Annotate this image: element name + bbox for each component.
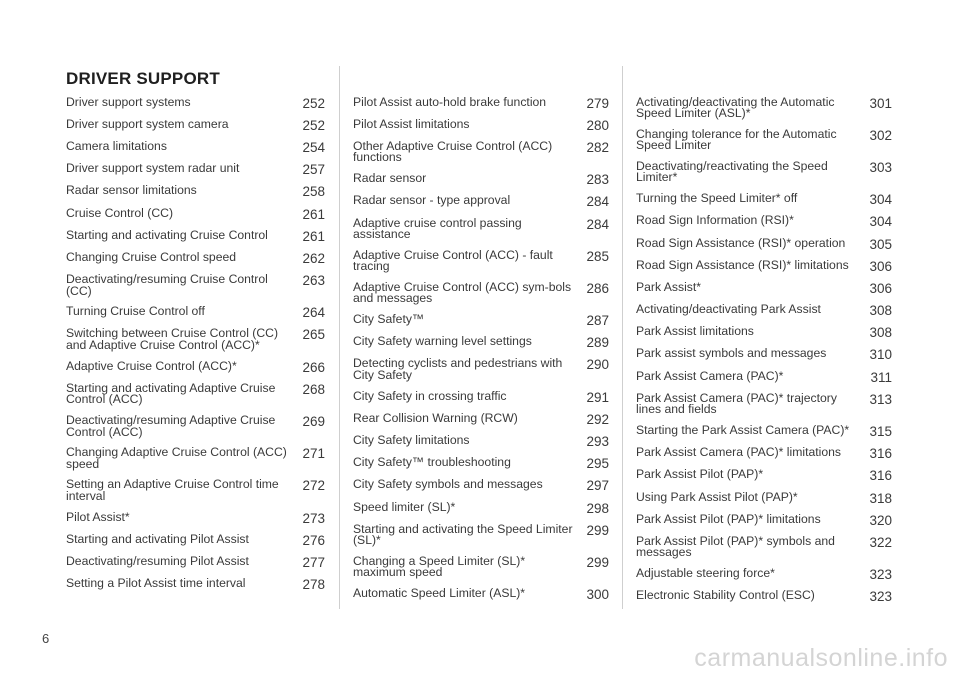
toc-entry-title: Park Assist Camera (PAC)* limitations bbox=[636, 445, 841, 460]
toc-entry-title: Starting and activating Adaptive Cruise Control (ACC) bbox=[66, 380, 276, 407]
toc-entry-title: Adaptive Cruise Control (ACC) sym-bols and messages bbox=[353, 279, 572, 306]
toc-entry-page: 310 bbox=[869, 347, 892, 363]
toc-entry[interactable] bbox=[353, 191, 609, 213]
toc-entry-page: 303 bbox=[869, 159, 892, 175]
toc-entry-title: City Safety warning level settings bbox=[353, 334, 532, 349]
toc-entry-page: 293 bbox=[586, 434, 609, 450]
toc-entry-page: 305 bbox=[869, 236, 892, 252]
toc-entry-title: Electronic Stability Control (ESC) bbox=[636, 588, 815, 603]
toc-entry-page: 318 bbox=[869, 490, 892, 506]
toc-entry[interactable] bbox=[66, 475, 325, 507]
toc-entry-title: City Safety™ troubleshooting bbox=[353, 455, 511, 470]
toc-entry[interactable] bbox=[353, 245, 609, 277]
toc-entry-page: 286 bbox=[586, 280, 609, 296]
toc-entry-page: 302 bbox=[869, 127, 892, 143]
toc-entry-page: 263 bbox=[302, 273, 325, 289]
toc-entry[interactable] bbox=[353, 386, 609, 408]
toc-entry[interactable] bbox=[66, 136, 325, 158]
toc-entry-page: 273 bbox=[302, 510, 325, 526]
toc-entry-page: 278 bbox=[302, 577, 325, 593]
toc-entry[interactable] bbox=[66, 356, 325, 378]
toc-entry-page: 295 bbox=[586, 456, 609, 472]
toc-entry-page: 316 bbox=[869, 468, 892, 484]
toc-entry-title: Starting and activating Cruise Control bbox=[66, 227, 268, 242]
toc-entry-title: Setting an Adaptive Cruise Control time interval bbox=[66, 477, 279, 503]
toc-entry[interactable] bbox=[353, 551, 609, 583]
toc-entry-title: Park Assist Camera (PAC)* bbox=[636, 368, 784, 383]
toc-entry-page: 261 bbox=[302, 228, 325, 244]
toc-column-2 bbox=[353, 92, 609, 606]
toc-entry[interactable] bbox=[353, 475, 609, 497]
toc-entry-title: City Safety symbols and messages bbox=[353, 477, 543, 492]
toc-entry-page: 262 bbox=[302, 250, 325, 266]
watermark: carmanualsonline.info bbox=[694, 644, 948, 672]
toc-entry-title: Road Sign Assistance (RSI)* operation bbox=[636, 235, 846, 250]
toc-entry[interactable] bbox=[636, 487, 892, 509]
toc-entry-title: Pilot Assist* bbox=[66, 509, 130, 524]
toc-entry-page: 306 bbox=[869, 280, 892, 296]
toc-entry-page: 292 bbox=[586, 411, 609, 427]
section-title: DRIVER SUPPORT bbox=[66, 69, 220, 88]
toc-entry-page: 301 bbox=[869, 95, 892, 111]
toc-entry-page: 299 bbox=[586, 554, 609, 570]
toc-entry-title: Changing Cruise Control speed bbox=[66, 249, 237, 264]
toc-entry-title: Automatic Speed Limiter (ASL)* bbox=[353, 586, 526, 601]
toc-entry[interactable] bbox=[636, 92, 892, 124]
toc-entry[interactable] bbox=[66, 378, 325, 410]
toc-entry-page: 316 bbox=[869, 446, 892, 462]
toc-entry[interactable] bbox=[636, 564, 892, 586]
toc-entry[interactable] bbox=[353, 92, 609, 114]
toc-entry-title: Starting and activating Pilot Assist bbox=[66, 531, 249, 546]
toc-entry-title: Pilot Assist limitations bbox=[353, 116, 470, 131]
toc-entry[interactable] bbox=[636, 211, 892, 233]
toc-entry[interactable] bbox=[636, 420, 892, 442]
toc-entry[interactable] bbox=[636, 189, 892, 211]
toc-entry-page: 284 bbox=[586, 194, 609, 210]
toc-entry[interactable] bbox=[66, 529, 325, 551]
toc-entry[interactable] bbox=[636, 344, 892, 366]
toc-entry-title: Changing tolerance for the Automatic Speed Limiter bbox=[636, 126, 837, 153]
toc-entry[interactable] bbox=[636, 277, 892, 299]
toc-entry-title: Changing Adaptive Cruise Control (ACC) speed bbox=[66, 445, 287, 471]
toc-entry-page: 311 bbox=[870, 369, 892, 385]
toc-entry[interactable] bbox=[353, 453, 609, 475]
toc-entry-title: Park Assist limitations bbox=[636, 324, 754, 339]
toc-entry-title: Setting a Pilot Assist time interval bbox=[66, 576, 246, 591]
toc-entry-page: 323 bbox=[869, 589, 892, 605]
toc-column-3 bbox=[636, 92, 892, 608]
toc-entry[interactable] bbox=[66, 159, 325, 181]
toc-entry-page: 290 bbox=[586, 357, 609, 373]
toc-entry-page: 322 bbox=[869, 534, 892, 550]
toc-entry[interactable] bbox=[66, 247, 325, 269]
toc-entry[interactable] bbox=[353, 497, 609, 519]
toc-entry-title: Radar sensor bbox=[353, 171, 427, 186]
toc-entry-page: 266 bbox=[302, 359, 325, 375]
toc-entry-title: City Safety in crossing traffic bbox=[353, 388, 507, 403]
toc-entry-page: 277 bbox=[302, 554, 325, 570]
toc-entry-page: 279 bbox=[586, 95, 609, 111]
toc-entry-title: Changing a Speed Limiter (SL)* maximum speed bbox=[353, 553, 526, 580]
toc-entry[interactable] bbox=[66, 551, 325, 573]
toc-entry-page: 304 bbox=[869, 214, 892, 230]
toc-entry-page: 320 bbox=[869, 512, 892, 528]
toc-entry-page: 308 bbox=[869, 325, 892, 341]
toc-entry-page: 269 bbox=[302, 414, 325, 430]
toc-entry-page: 272 bbox=[302, 478, 325, 494]
toc-entry-page: 280 bbox=[586, 117, 609, 133]
toc-entry-title: Park Assist Pilot (PAP)* bbox=[636, 467, 764, 482]
toc-entry[interactable] bbox=[636, 366, 892, 388]
toc-entry-title: Road Sign Information (RSI)* bbox=[636, 213, 794, 228]
toc-entry[interactable] bbox=[353, 519, 609, 551]
toc-entry-page: 252 bbox=[302, 95, 325, 111]
toc-entry-title: Turning the Speed Limiter* off bbox=[636, 191, 798, 206]
toc-entry[interactable] bbox=[353, 213, 609, 245]
toc-entry[interactable] bbox=[353, 310, 609, 332]
toc-entry-title: Deactivating/reactivating the Speed Limiter* bbox=[636, 158, 828, 185]
toc-entry[interactable] bbox=[66, 302, 325, 324]
toc-entry-page: 304 bbox=[869, 192, 892, 208]
toc-entry[interactable] bbox=[353, 408, 609, 430]
toc-entry[interactable] bbox=[66, 225, 325, 247]
toc-entry-page: 261 bbox=[302, 206, 325, 222]
toc-entry[interactable] bbox=[66, 181, 325, 203]
toc-entry[interactable] bbox=[66, 410, 325, 442]
toc-entry-title: Speed limiter (SL)* bbox=[353, 499, 456, 514]
toc-entry-title: Park Assist* bbox=[636, 279, 702, 294]
toc-entry-title: Adaptive cruise control passing assistance bbox=[353, 215, 522, 242]
toc-entry[interactable] bbox=[353, 277, 609, 309]
toc-entry[interactable] bbox=[353, 584, 609, 606]
toc-entry-page: 323 bbox=[869, 567, 892, 583]
toc-entry-page: 306 bbox=[869, 258, 892, 274]
toc-entry[interactable] bbox=[636, 255, 892, 277]
toc-entry[interactable] bbox=[636, 388, 892, 420]
toc-entry-title: Switching between Cruise Control (CC) and Adaptive Cruise Control (ACC)* bbox=[66, 326, 279, 352]
toc-entry-page: 291 bbox=[586, 389, 609, 405]
toc-entry[interactable] bbox=[636, 586, 892, 608]
toc-entry[interactable] bbox=[353, 332, 609, 354]
toc-entry-title: Other Adaptive Cruise Control (ACC) functions bbox=[353, 138, 553, 165]
toc-entry[interactable] bbox=[353, 354, 609, 386]
toc-entry-page: 264 bbox=[302, 305, 325, 321]
toc-entry[interactable] bbox=[66, 574, 325, 596]
toc-entry-page: 254 bbox=[302, 139, 325, 155]
toc-entry-title: Adaptive Cruise Control (ACC)* bbox=[66, 358, 237, 373]
toc-entry[interactable] bbox=[66, 507, 325, 529]
toc-entry-title: Using Park Assist Pilot (PAP)* bbox=[636, 489, 798, 504]
toc-entry[interactable] bbox=[636, 531, 892, 563]
toc-entry[interactable] bbox=[353, 136, 609, 168]
toc-entry-title: Park assist symbols and messages bbox=[636, 346, 827, 361]
toc-entry[interactable] bbox=[66, 114, 325, 136]
toc-entry[interactable] bbox=[66, 270, 325, 302]
toc-entry-title: Detecting cyclists and pedestrians with City Safety bbox=[353, 356, 563, 382]
toc-entry-title: City Safety™ bbox=[353, 312, 425, 327]
toc-entry[interactable] bbox=[66, 203, 325, 225]
toc-entry-page: 308 bbox=[869, 303, 892, 319]
toc-entry-title: Activating/deactivating the Automatic Speed Limiter (ASL)* bbox=[636, 94, 835, 121]
toc-entry[interactable] bbox=[636, 509, 892, 531]
toc-entry[interactable] bbox=[66, 324, 325, 356]
toc-entry-page: 289 bbox=[586, 335, 609, 351]
toc-entry-title: Starting and activating the Speed Limiter (SL)* bbox=[353, 521, 573, 548]
toc-entry-title: Camera limitations bbox=[66, 138, 167, 153]
toc-column-1 bbox=[66, 92, 325, 596]
toc-entry[interactable] bbox=[66, 92, 325, 114]
toc-entry-page: 265 bbox=[302, 327, 325, 343]
toc-entry[interactable] bbox=[353, 169, 609, 191]
toc-entry[interactable] bbox=[636, 156, 892, 188]
toc-entry-title: Deactivating/resuming Cruise Control (CC) bbox=[66, 272, 268, 298]
toc-entry-title: City Safety limitations bbox=[353, 433, 470, 448]
toc-entry-title: Road Sign Assistance (RSI)* limitations bbox=[636, 257, 849, 272]
toc-entry[interactable] bbox=[353, 114, 609, 136]
toc-entry[interactable] bbox=[636, 443, 892, 465]
toc-entry-page: 258 bbox=[302, 184, 325, 200]
toc-entry[interactable] bbox=[353, 430, 609, 452]
toc-entry-page: 257 bbox=[302, 162, 325, 178]
toc-entry-page: 300 bbox=[586, 587, 609, 603]
toc-entry-title: Park Assist Pilot (PAP)* symbols and messages bbox=[636, 533, 835, 560]
toc-entry-title: Deactivating/resuming Pilot Assist bbox=[66, 553, 249, 568]
toc-entry-title: Cruise Control (CC) bbox=[66, 205, 173, 220]
toc-entry-page: 297 bbox=[586, 478, 609, 494]
toc-entry-page: 276 bbox=[302, 532, 325, 548]
toc-entry-page: 287 bbox=[586, 313, 609, 329]
toc-entry-title: Park Assist Camera (PAC)* trajectory lines and fields bbox=[636, 390, 837, 417]
toc-entry-title: Radar sensor - type approval bbox=[353, 193, 511, 208]
toc-entry[interactable] bbox=[636, 300, 892, 322]
toc-entry-page: 271 bbox=[302, 446, 325, 462]
toc-entry[interactable] bbox=[66, 443, 325, 475]
toc-entry-title: Driver support systems bbox=[66, 94, 191, 109]
toc-entry-title: Driver support system camera bbox=[66, 116, 229, 131]
toc-entry-title: Starting the Park Assist Camera (PAC)* bbox=[636, 423, 850, 438]
page-number: 6 bbox=[42, 631, 50, 646]
toc-entry-title: Adaptive Cruise Control (ACC) - fault tracing bbox=[353, 247, 553, 274]
toc-entry-title: Activating/deactivating Park Assist bbox=[636, 302, 821, 317]
column-divider bbox=[622, 66, 623, 609]
toc-entry-page: 285 bbox=[586, 248, 609, 264]
toc-entry-page: 282 bbox=[586, 139, 609, 155]
toc-entry[interactable] bbox=[636, 322, 892, 344]
toc-entry-title: Turning Cruise Control off bbox=[66, 304, 205, 319]
toc-entry-title: Adjustable steering force* bbox=[636, 566, 775, 581]
toc-entry-page: 284 bbox=[586, 216, 609, 232]
toc-entry[interactable] bbox=[636, 124, 892, 156]
toc-entry-page: 298 bbox=[586, 500, 609, 516]
column-divider bbox=[339, 66, 340, 609]
toc-entry-page: 268 bbox=[302, 381, 325, 397]
toc-entry-page: 252 bbox=[302, 117, 325, 133]
toc-entry-title: Driver support system radar unit bbox=[66, 161, 240, 176]
toc-entry-title: Pilot Assist auto-hold brake function bbox=[353, 94, 547, 109]
toc-entry[interactable] bbox=[636, 233, 892, 255]
toc-entry-page: 313 bbox=[869, 391, 892, 407]
toc-entry-title: Rear Collision Warning (RCW) bbox=[353, 410, 518, 425]
toc-entry-page: 283 bbox=[586, 172, 609, 188]
toc-entry-page: 299 bbox=[586, 522, 609, 538]
toc-entry[interactable] bbox=[636, 465, 892, 487]
toc-entry-title: Radar sensor limitations bbox=[66, 183, 197, 198]
toc-entry-title: Deactivating/resuming Adaptive Cruise Control (ACC) bbox=[66, 413, 276, 439]
toc-entry-page: 315 bbox=[869, 424, 892, 440]
toc-entry-title: Park Assist Pilot (PAP)* limitations bbox=[636, 511, 821, 526]
